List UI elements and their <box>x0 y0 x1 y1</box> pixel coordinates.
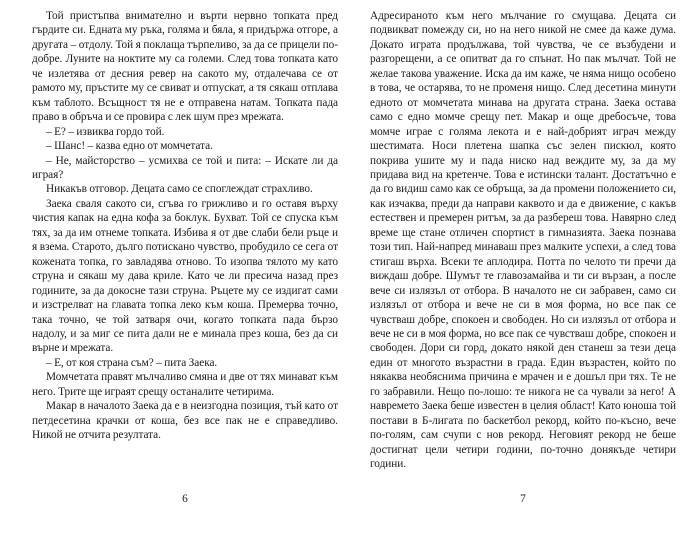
page-number-right: 7 <box>520 493 526 505</box>
right-page <box>370 9 676 472</box>
left-page <box>32 9 338 443</box>
paragraph: – Е, от коя страна съм? – пита Заека. <box>46 356 218 369</box>
paragraph: Никакъв отговор. Децата само се споглеждат страхливо. <box>46 183 313 196</box>
paragraph: Заека сваля сакото си, сгъва го грижливо и го оставя върху чистия капак на една кофа за боклук. Бухват. Той се спуска към тях, за да им отнеме топката. Избива я от две слаби бели ръце и я взема. Старото, дълго потискано чувство, пробудило се сега от кожената топка, го завладява отново. То изопва тялото му като струна и сякаш му дава криле. Като че ли пресича назад през годините, за да докосне тази струна. Ръцете му се издигат сами и изстрелват на главата топка леко към коша. Премерва точно, така точно, че той затваря очи, когато топката пада бързо надолу, и за миг се пита дали не е минала през коша, без да си върне и мрежата. <box>32 197 338 355</box>
paragraph: Момчетата правят мълчаливо смяна и две от тях минават към него. Трите ще играят срещу останалите четирима. <box>32 371 338 398</box>
paragraph: Макар в началото Заека да е в неизгодна позиция, тъй като от петдесетина крачки от коша, без все пак не е справедливо. Никой не отчита резултата. <box>32 400 338 442</box>
page-number-left: 6 <box>182 493 188 505</box>
paragraph: Той пристъпва внимателно и върти нервно топката пред гърдите си. Едната му ръка, голяма и бяла, я придържа отгоре, а другата – отдолу. Той я поклаща търпеливо, за да се прицели по-добре. Луните на ноктите му са големи. След това топката като че излетява от десния ревер на сакото му, отдалечава се от рамото му, пръстите му се свиват и отпускат, а тя сякаш отплава към таблото. Всъщност тя не е отправена натам. Топката пада право в обръча и се провира с лек шум през мрежата. <box>32 10 338 124</box>
paragraph: Адресираното към него мълчание го смущава. Децата си подвикват помежду си, но на него никой не смее да каже дума. Докато играта продължава, той чувства, че се възбудени и разгорещени, а се опитват да го спънат. Но пак мълчат. Той не желае такова уважение. Иска да им каже, че няма нищо особено в това, че остарява, то не променя нищо. След десетина минути едното от момчетата минава на другата страна. Заека остава само с едно момче срещу пет. Макар и още дребосъче, това момче играе с голяма лекота и е най-добрият играч между шестимата. Носи плетена шапка със зелен пискюл, която покрива ушите му и пада ниско над веждите му, за да му придава вид на кретенче. Това е истински талант. Достатъчно е да го видиш само как се обръща, за да промени положението си, как изчаква, преди да направи каквото и да е движение, с какъв естествен и премерен ритъм, за да разбереш това. Навярно след време ще стане отличен спортист в гимназията. Заека познава този тип. Най-напред минаваш през малките успехи, а след това стигаш върха. Всеки те аплодира. Потта по челото ти пречи да виждаш добре. Шумът те главозамайва и ти си вързан, а после вече си излязъл от отбора. В началото не си забравен, само си излязъл от отбора и вече не си в моя форма, но все пак се чувстваш добре, спокоен и свободен. Но си излязъл от отбора и вече не си в моя форма, но все пак се чувстваш добре, спокоен и свободен. Дори си горд, докато някой ден станеш за тези деца един от многото възрастни в града. Един възрастен, който по някаква необяснима причина е мрачен и е дошъл при тях. Те не го забравили. Нещо по-лошо: те никога не са чували за него! А навремето Заека беше известен в целия област! Като юноша той постави в Б-лигата по баскетбол рекорд, който по-късно, вече по-голям, сам счупи с нов рекорд. Неговият рекорд не беше достигнат цели четири години, по-точно донякъде четири години. <box>370 10 676 471</box>
paragraph: – Шанс! – казва едно от момчетата. <box>46 140 213 153</box>
paragraph: – Не, майсторство – усмихва се той и пита: – Искате ли да играя? <box>32 154 338 181</box>
paragraph: – Е? – извиква гордо той. <box>46 125 165 138</box>
